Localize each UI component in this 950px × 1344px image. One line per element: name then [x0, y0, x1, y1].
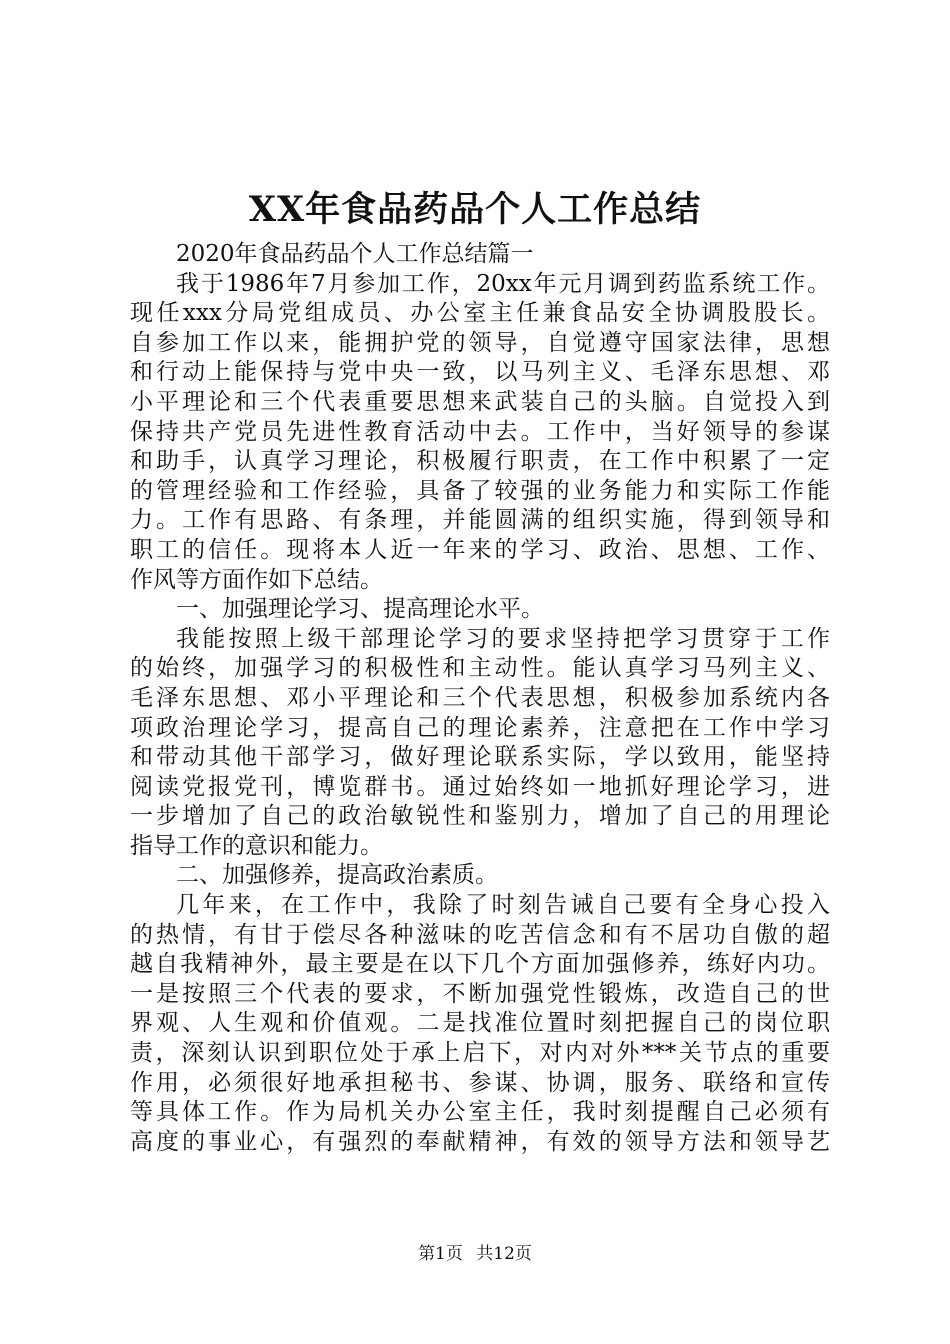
body-line: 小平理论和三个代表重要思想来武装自己的头脑。自觉投入到	[130, 388, 830, 415]
body-line: 界观、人生观和价值观。二是找准位置时刻把握自己的岗位职	[130, 1010, 830, 1037]
document-title: XX年食品药品个人工作总结	[248, 189, 702, 230]
body-line: 的热情，有甘于偿尽各种滋味的吃苦信念和有不居功自傲的超	[130, 921, 830, 948]
body-line: 阅读党报党刊，博览群书。通过始终如一地抓好理论学习，进	[130, 773, 830, 800]
body-line: 我于1986年7月参加工作，20xx年元月调到药监系统工作。	[176, 270, 830, 297]
body-line: 的始终，加强学习的积极性和主动性。能认真学习马列主义、	[130, 655, 830, 682]
document-body	[130, 240, 830, 1157]
body-line: 我能按照上级干部理论学习的要求坚持把学习贯穿于工作	[176, 625, 830, 652]
body-line: 和行动上能保持与党中央一致，以马列主义、毛泽东思想、邓	[130, 359, 830, 386]
body-line: 的管理经验和工作经验，具备了较强的业务能力和实际工作能	[130, 477, 830, 504]
body-line: 现任xxx分局党组成员、办公室主任兼食品安全协调股股长。	[130, 300, 830, 327]
body-line: 和助手，认真学习理论，积极履行职责，在工作中积累了一定	[130, 448, 830, 475]
body-line: 几年来，在工作中，我除了时刻告诫自己要有全身心投入	[176, 892, 830, 919]
body-line: 项政治理论学习，提高自己的理论素养，注意把在工作中学习	[130, 714, 830, 741]
body-line: 等具体工作。作为局机关办公室主任，我时刻提醒自己必须有	[130, 1099, 830, 1126]
body-line: 越自我精神外，最主要是在以下几个方面加强修养，练好内功。	[130, 951, 830, 978]
body-line: 一步增加了自己的政治敏锐性和鉴别力，增加了自己的用理论	[130, 803, 830, 830]
body-line: 指导工作的意识和能力。	[130, 832, 383, 859]
body-line: 作用，必须很好地承担秘书、参谋、协调，服务、联络和宣传	[130, 1069, 830, 1096]
page-total: 共12页	[476, 1244, 532, 1264]
body-line: 力。工作有思路、有条理，并能圆满的组织实施，得到领导和	[130, 507, 830, 534]
body-line: 一是按照三个代表的要求，不断加强党性锻炼，改造自己的世	[130, 980, 830, 1007]
body-line: 作风等方面作如下总结。	[130, 566, 383, 593]
body-line: 高度的事业心，有强烈的奉献精神，有效的领导方法和领导艺	[130, 1128, 830, 1155]
body-line: 一、加强理论学习、提高理论水平。	[176, 596, 544, 623]
body-line: 2020年食品药品个人工作总结篇一	[176, 241, 534, 267]
body-line: 责，深刻认识到职位处于承上启下，对内对外***关节点的重要	[130, 1040, 830, 1067]
page-footer	[0, 1243, 950, 1265]
body-line: 二、加强修养，提高政治素质。	[176, 862, 498, 889]
body-line: 保持共产党员先进性教育活动中去。工作中，当好领导的参谋	[130, 418, 830, 445]
body-line: 职工的信任。现将本人近一年来的学习、政治、思想、工作、	[130, 536, 830, 563]
body-line: 和带动其他干部学习，做好理论联系实际，学以致用，能坚持	[130, 744, 830, 771]
page-number: 第1页	[418, 1244, 463, 1264]
body-line: 自参加工作以来，能拥护党的领导，自觉遵守国家法律，思想	[130, 329, 830, 356]
body-line: 毛泽东思想、邓小平理论和三个代表思想，积极参加系统内各	[130, 684, 830, 711]
